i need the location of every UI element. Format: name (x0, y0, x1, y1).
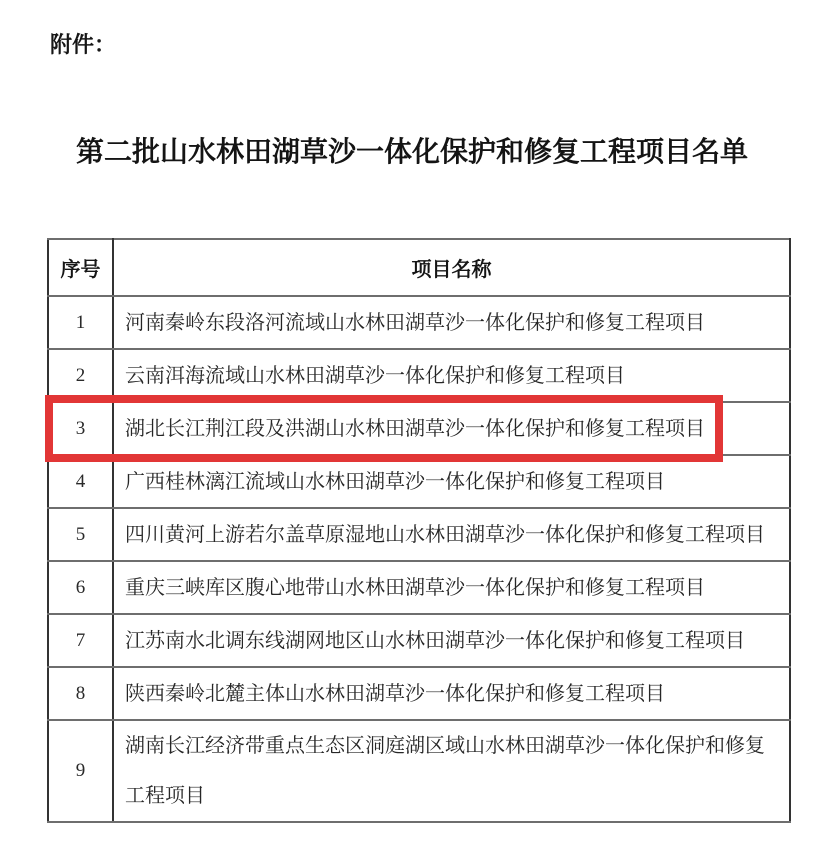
table-row (48, 455, 790, 508)
project-name-cell: 河南秦岭东段洛河流域山水林田湖草沙一体化保护和修复工程项目 (113, 296, 790, 349)
table-row (48, 561, 790, 614)
row-index-cell: 7 (48, 614, 113, 667)
header-index-cell: 序号 (48, 239, 113, 296)
project-name-cell: 重庆三峡库区腹心地带山水林田湖草沙一体化保护和修复工程项目 (113, 561, 790, 614)
project-name-cell: 湖北长江荆江段及洪湖山水林田湖草沙一体化保护和修复工程项目 (113, 402, 790, 455)
table-row (48, 508, 790, 561)
attachment-label: 附件： (50, 32, 117, 57)
project-name-cell: 湖南长江经济带重点生态区洞庭湖区域山水林田湖草沙一体化保护和修复工程项目 (113, 720, 790, 822)
project-name-cell: 云南洱海流域山水林田湖草沙一体化保护和修复工程项目 (113, 349, 790, 402)
project-table (47, 238, 791, 823)
table-row (48, 349, 790, 402)
row-index-cell: 3 (48, 402, 113, 455)
table-row (48, 667, 790, 720)
project-name-cell: 四川黄河上游若尔盖草原湿地山水林田湖草沙一体化保护和修复工程项目 (113, 508, 790, 561)
row-index-cell: 9 (48, 720, 113, 822)
project-name-cell: 江苏南水北调东线湖网地区山水林田湖草沙一体化保护和修复工程项目 (113, 614, 790, 667)
row-index-cell: 2 (48, 349, 113, 402)
table-row (48, 720, 790, 822)
row-index-cell: 4 (48, 455, 113, 508)
row-index-cell: 8 (48, 667, 113, 720)
project-name-cell: 陕西秦岭北麓主体山水林田湖草沙一体化保护和修复工程项目 (113, 667, 790, 720)
table-header-row (48, 239, 790, 296)
row-index-cell: 5 (48, 508, 113, 561)
table-row (48, 296, 790, 349)
table-row (48, 402, 790, 455)
row-index-cell: 1 (48, 296, 113, 349)
page-title: 第二批山水林田湖草沙一体化保护和修复工程项目名单 (75, 137, 748, 168)
row-index-cell: 6 (48, 561, 113, 614)
header-name-cell: 项目名称 (113, 239, 790, 296)
project-name-cell: 广西桂林漓江流域山水林田湖草沙一体化保护和修复工程项目 (113, 455, 790, 508)
table-row (48, 614, 790, 667)
